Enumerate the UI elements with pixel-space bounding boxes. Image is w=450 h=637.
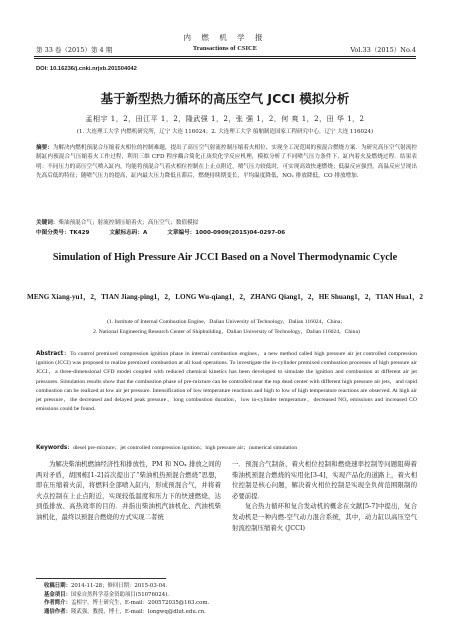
footnote-author-text: 孟相宇，博士研究生，E-mail：200572035@163.com． bbox=[70, 600, 213, 607]
abstract-en-text: To control premixed compression ignition phase in internal combustion engines，a new method called high pressure air jet controlled compression ignition (JCCI) was proposed to realize premixed combustion at all load operations. To investigate the in-cylinder premixed combustion processes of high pressure air JCCI，a three-dimensional CFD model coupled with reduced chemical kinetics has been developed to simulate the ignition and combustion at different air jet pressures. Simulation results show that the combustion phase of pre-mixture can be controlled near the top dead center with different high pressure air jets，and rapid combustion can be realized at low air jet pressure. Intensification of low temperature reactions and high to low of high temperature reactions are observed. At high air jet pressure，the decreased and delayed peak pressure，long combustion duration，low in-cylinder temperature，decreased NOₓ emissions and increased CO emissions could be found. bbox=[36, 351, 417, 413]
authors-cn: 孟相宇 1，2，田江平 1，2，隆武强 1，2，张 强 1，2，何 爽 1，2，田 华 1，2 bbox=[85, 115, 365, 123]
keywords-cn-label: 关键词： bbox=[36, 220, 59, 226]
abstract-en-label: Abstract： bbox=[36, 351, 71, 357]
title-cn: 基于新型热力循环的高压空气 JCCI 模拟分析 bbox=[100, 91, 350, 106]
abstract-cn-text: 为解决内燃机预混合压缩着火相位的控制难题，提出了高压空气射流控制压缩着火相位、实现全工况范围的预混合燃烧方案．为研究高压空气射流控制缸内预混合气压缩着火工作过程，利用三维 CFD 程序耦合简化正庚烷化学反应机理，模拟分析了不同喷气压力条件下，缸内着火及燃烧过程．结果表明：不同压力的高压空气喷入缸内，均能将预混合气着火相位控制在上止点附近，喷气压力较低时，可实现高效快速燃烧；低温反应强烈，高温反应呈现出先高后低的特征；随喷气压力的提高，缸内最大压力降低且滞后，燃烧持续期变长，平均温度降低，NOₓ 排放降低，CO 排放增加． bbox=[36, 145, 417, 180]
body-right-paragraph-1: 一．预混合气制备、着火相位控制和燃烧速率控制等问题阻碍着柴油机预混合燃烧的实用化[3-4]，实现产品化的道路上，着火相位控制是核心问题，解决着火相位控制是实现全负荷范围限制的必要前提． bbox=[232, 460, 417, 500]
footnote-corr-label: 通信作者： bbox=[44, 608, 71, 615]
footnote-received-label: 收稿日期： bbox=[44, 583, 71, 589]
footnote-author bbox=[44, 599, 213, 608]
body-column-left: 为解决柴油机燃油经济性和排放性，PM 和 NOₓ 排放之间的两对矛盾，胡国栋[1-2]首次提出了“柴油机热预混合燃烧”思想，即在压缩着火前，将燃料全部喷入缸内，形成预混合气，并将着火点控制在上止点附近，实现较低温度和压力下的快速燃烧，达到低排放、高热效率的目的．并指出柴油机汽油机化、汽油机柴油机化，最终以预混合燃烧的方式实现二者统 bbox=[36, 460, 221, 521]
footnote-author-label: 作者简介： bbox=[44, 600, 71, 607]
header-rule-thin bbox=[34, 58, 416, 59]
affiliation-en-line2: 2. National Engineering Research Center of Shipbuilding，Dalian University of Technology，Dalian 116024，China) bbox=[93, 328, 360, 335]
footnote-fund-label: 基金项目： bbox=[44, 591, 71, 598]
keywords-cn bbox=[36, 218, 417, 226]
doi-line[interactable]: DOI: 10.16236/j.cnki.nrjxb.201504042 bbox=[36, 66, 137, 72]
footnote-received bbox=[44, 582, 213, 591]
journal-name-en: Transactions of CSICE bbox=[192, 45, 258, 52]
keywords-en bbox=[36, 442, 417, 451]
keywords-en-label: Keywords： bbox=[36, 445, 73, 451]
keywords-cn-text: 柴油预混合气；射流控制压缩着火；高压空气；数值模拟 bbox=[58, 220, 199, 226]
abstract-cn-label: 摘要： bbox=[36, 145, 53, 151]
footnote-fund bbox=[44, 591, 213, 600]
affiliation-en bbox=[36, 318, 417, 337]
header-rule bbox=[34, 56, 416, 57]
abstract-en bbox=[36, 350, 417, 414]
keywords-en-text: diesel pre-mixture；jet controlled compression ignition；high pressure air；numerical simulation bbox=[72, 445, 298, 451]
classification-line bbox=[36, 228, 417, 236]
footnote-fund-text: 国家自然科学基金资助项目(51076024)． bbox=[70, 591, 173, 598]
clc-number: 中图分类号：TK429 bbox=[36, 230, 90, 236]
footnote-corresponding bbox=[44, 608, 213, 617]
journal-name-cn: 内 燃 机 学 报 bbox=[183, 33, 267, 42]
affiliation-cn: (1. 大连理工大学 内燃机研究所，辽宁 大连 116024；2. 大连理工大学 船舶制造国家工程研究中心，辽宁 大连 116024) bbox=[76, 129, 374, 135]
body-right-paragraph-2: 复合热力循环和复合发动机的概念在文献[5-7]中提出，复合发动机是一种内燃-空气动力混合系统，其中，动力缸以高压空气射流控制压缩着火 (JCCI) bbox=[232, 502, 417, 532]
authors-en: MENG Xiang-yu1，2，TIAN Jiang-ping1，2，LONG Wu-qiang1，2，ZHANG Qiang1，2，HE Shuang1，2，TIAN Hua1，2 bbox=[27, 293, 423, 301]
journal-volume-right: Vol.33（2015）No.4 bbox=[350, 46, 416, 54]
abstract-cn bbox=[36, 144, 417, 182]
body-column-right bbox=[232, 459, 417, 533]
footnote-received-text: 2014-11-28；修回日期：2015-03-04． bbox=[70, 583, 171, 589]
footnote-rule bbox=[36, 578, 166, 579]
document-code: 文献标志码：A bbox=[109, 230, 148, 236]
journal-volume-left: 第 33 卷（2015）第 4 期 bbox=[36, 46, 113, 54]
title-en: Simulation of High Pressure Air JCCI Based on a Novel Thermodynamic Cycle bbox=[52, 252, 398, 263]
article-number: 文章编号：1000-0909(2015)04-0297-06 bbox=[167, 230, 286, 236]
footnote-block bbox=[44, 582, 213, 616]
affiliation-en-line1: (1. Institute of Internal Combustion Engine，Dalian University of Technology，Dalian 116024，China； bbox=[107, 319, 346, 325]
footnote-corr-text: 隆武强，教授，博士，E-mail：longwq@dlut.edu.cn． bbox=[70, 608, 210, 615]
